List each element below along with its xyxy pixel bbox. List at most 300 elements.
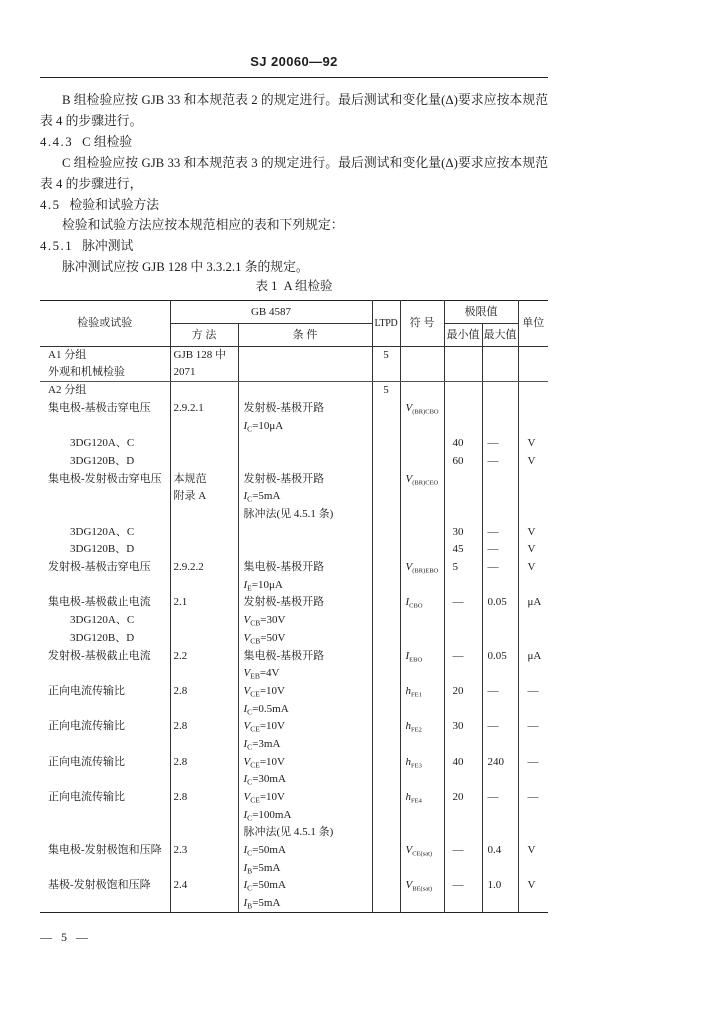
method-value: 本规范 [173,472,207,485]
quantity-symbol: I [243,578,248,591]
cell-symbol [400,594,444,612]
clause-title: 检验和试验方法 [69,197,160,212]
cell-condition [238,347,372,365]
cell-unit [518,718,548,736]
quantity-value: =10V [259,720,285,733]
cell-test [40,630,170,648]
cell-unit [518,364,548,382]
cell-symbol [400,453,444,471]
cell-max [482,523,518,541]
cell-symbol [400,470,444,488]
cell-test [40,612,170,630]
test-item-name: 发射极-基极截止电流 [48,649,151,662]
cell-test [40,594,170,612]
max-value: 0.4 [487,844,502,857]
table-row [40,576,548,594]
cell-ltpd [372,683,400,701]
min-value: — [452,596,464,609]
table-row [40,753,548,771]
cell-symbol [400,683,444,701]
cell-max [482,435,518,453]
quantity-symbol: I [243,773,248,786]
method-value: 2.8 [173,684,188,697]
max-value: 0.05 [487,649,507,662]
cell-ltpd [372,488,400,506]
cell-symbol [400,559,444,577]
cell-symbol [400,700,444,718]
cell-unit [518,753,548,771]
cell-max [482,364,518,382]
cell-method [170,523,238,541]
cell-symbol [400,347,444,365]
cell-symbol [400,859,444,877]
quantity-value: =10V [259,791,285,804]
quantity-subscript: CE [250,724,260,734]
table-title: 表 1 A 组检验 [255,279,333,293]
quantity-value: =5mA [252,490,281,503]
cell-min [444,523,482,541]
device-type: 3DG120A、C [70,614,135,627]
header-min: 最小值 [444,324,482,347]
cell-unit [518,665,548,683]
cell-unit [518,877,548,895]
condition-value: 发射极-基极开路 [243,401,325,414]
condition-value: 脉冲法(见 4.5.1 条) [243,826,334,839]
quantity-symbol: V [243,667,251,680]
quantity-subscript: C [247,707,253,717]
cell-condition [238,506,372,524]
cell-test [40,753,170,771]
cell-ltpd [372,806,400,824]
cell-min [444,842,482,860]
cell-test [40,559,170,577]
cell-condition [238,559,372,577]
cell-method [170,647,238,665]
clause-4-5-1-heading [40,236,548,257]
cell-condition [238,630,372,648]
cell-method [170,400,238,418]
cell-method [170,877,238,895]
cell-min [444,576,482,594]
cell-method [170,576,238,594]
cell-condition [238,842,372,860]
cell-method [170,594,238,612]
cell-ltpd [372,364,400,382]
cell-test [40,364,170,382]
table-row [40,683,548,701]
quantity-subscript: CE [250,689,260,699]
ltpd-value: 5 [383,384,389,397]
cell-condition [238,435,372,453]
header-rule [40,77,548,78]
cell-condition [238,665,372,683]
cell-min [444,559,482,577]
cell-unit [518,347,548,365]
cell-ltpd [372,647,400,665]
max-value: 240 [487,755,504,768]
cell-unit [518,506,548,524]
min-value: 5 [452,561,458,574]
test-item-name: 集电极-基极击穿电压 [48,401,151,414]
min-value: 40 [452,437,464,450]
page-number: — 5 — [40,930,88,944]
quantity-symbol: I [243,808,248,821]
table-row [40,559,548,577]
cell-test [40,895,170,913]
method-value: 附录 A [173,490,207,503]
quantity-symbol: I [243,879,248,892]
header-standard: GB 4587 [170,301,372,324]
quantity-subscript: C [247,813,253,823]
cell-method [170,718,238,736]
method-value: 2.1 [173,596,188,609]
unit-value: — [527,720,539,733]
table-row [40,700,548,718]
cell-min [444,895,482,913]
quantity-subscript: FE4 [411,797,422,805]
cell-unit [518,453,548,471]
cell-method [170,842,238,860]
unit-value: V [527,525,536,538]
cell-max [482,559,518,577]
method-value: 2.9.2.2 [173,561,204,574]
quantity-value: =50V [260,631,286,644]
quantity-subscript: (BR)CEO [412,479,439,487]
cell-max [482,789,518,807]
cell-min [444,470,482,488]
quantity-symbol: I [243,844,248,857]
table-row [40,417,548,435]
quantity-symbol: V [405,401,413,414]
cell-max [482,630,518,648]
cell-min [444,806,482,824]
test-item-name: 正向电流传输比 [48,791,125,804]
cell-unit [518,789,548,807]
quantity-subscript: CBO [409,602,423,610]
cell-condition [238,453,372,471]
condition-value: 集电极-基极开路 [243,561,325,574]
cell-symbol [400,824,444,842]
table-row [40,895,548,913]
min-value: — [452,879,464,892]
quantity-subscript: B [247,866,253,876]
cell-condition [238,417,372,435]
quantity-symbol: I [405,596,410,609]
cell-method [170,435,238,453]
header-ltpd: LTPD [372,301,400,347]
cell-ltpd [372,559,400,577]
cell-condition [238,806,372,824]
table-row [40,594,548,612]
quantity-value: =50mA [252,844,286,857]
cell-unit [518,612,548,630]
cell-max [482,453,518,471]
cell-symbol [400,435,444,453]
cell-symbol [400,488,444,506]
method-value: 2.8 [173,755,188,768]
max-value: — [487,561,499,574]
quantity-value: =4V [259,667,280,680]
method-value: 2.3 [173,844,188,857]
cell-unit [518,417,548,435]
min-value: 60 [452,454,464,467]
cell-max [482,488,518,506]
cell-condition [238,824,372,842]
cell-method [170,789,238,807]
header-symbol: 符 号 [400,301,444,347]
cell-test [40,576,170,594]
cell-min [444,488,482,506]
quantity-symbol: I [243,419,248,432]
cell-test [40,470,170,488]
table-row [40,771,548,789]
cell-ltpd [372,382,400,400]
cell-method [170,347,238,365]
cell-test [40,665,170,683]
table-row [40,435,548,453]
cell-min [444,718,482,736]
cell-min [444,347,482,365]
table-row [40,859,548,877]
cell-max [482,594,518,612]
unit-value: μA [527,596,542,609]
quantity-value: =30mA [252,773,286,786]
quantity-subscript: BE(sat) [412,885,433,893]
cell-test [40,382,170,400]
min-value: 20 [452,684,464,697]
table-header-row [40,301,548,324]
cell-condition [238,364,372,382]
cell-max [482,541,518,559]
cell-symbol [400,523,444,541]
quantity-symbol: V [405,844,413,857]
test-item-name: 发射极-基极击穿电压 [48,561,151,574]
cell-unit [518,559,548,577]
cell-symbol [400,382,444,400]
cell-method [170,859,238,877]
test-item-name: 集电极-发射极饱和压降 [48,844,162,857]
quantity-symbol: I [243,861,248,874]
cell-test [40,789,170,807]
condition-value: 脉冲法(见 4.5.1 条) [243,508,334,521]
table-header [40,301,548,347]
cell-test [40,647,170,665]
cell-ltpd [372,753,400,771]
quantity-symbol: V [405,472,413,485]
quantity-subscript: CE(sat) [412,850,433,858]
max-value: — [487,543,499,556]
cell-method [170,612,238,630]
paragraph-pulse-test: 脉冲测试应按 GJB 128 中 3.3.2.1 条的规定。 [62,260,309,275]
cell-unit [518,470,548,488]
cell-min [444,417,482,435]
quantity-subscript: C [247,848,253,858]
quantity-value: =10V [259,684,285,697]
cell-max [482,824,518,842]
cell-ltpd [372,506,400,524]
cell-min [444,382,482,400]
cell-max [482,506,518,524]
quantity-symbol: V [243,614,251,627]
cell-test [40,435,170,453]
min-value: 20 [452,791,464,804]
cell-condition [238,647,372,665]
cell-max [482,718,518,736]
cell-ltpd [372,453,400,471]
cell-test [40,718,170,736]
max-value: — [487,791,499,804]
cell-max [482,859,518,877]
quantity-symbol: h [405,755,411,768]
table-row [40,470,548,488]
quantity-symbol: V [243,791,251,804]
cell-condition [238,612,372,630]
clause-number: 4.5 [40,197,61,212]
max-value: — [487,454,499,467]
quantity-value: =10μA [252,419,284,432]
cell-symbol [400,842,444,860]
cell-condition [238,594,372,612]
cell-symbol [400,789,444,807]
cell-condition [238,771,372,789]
quantity-symbol: h [405,720,411,733]
paragraph-test-methods: 检验和试验方法应按本规范相应的表和下列规定： [62,218,344,233]
cell-ltpd [372,400,400,418]
condition-value: 发射极-基极开路 [243,472,325,485]
method-value: 2.8 [173,720,188,733]
cell-ltpd [372,594,400,612]
unit-value: — [527,684,539,697]
cell-condition [238,718,372,736]
cell-ltpd [372,877,400,895]
cell-unit [518,435,548,453]
condition-value: 集电极-基极开路 [243,649,325,662]
cell-method [170,541,238,559]
header-max: 最大值 [482,324,518,347]
unit-value: V [527,454,536,467]
table-a-group-inspection [40,300,548,913]
cell-symbol [400,417,444,435]
cell-max [482,753,518,771]
quantity-subscript: C [247,424,253,434]
cell-min [444,665,482,683]
quantity-subscript: FE1 [411,691,422,699]
quantity-symbol: V [243,720,251,733]
quantity-subscript: CE [250,795,260,805]
cell-ltpd [372,612,400,630]
cell-unit [518,488,548,506]
cell-max [482,576,518,594]
quantity-subscript: C [247,777,253,787]
table-row [40,612,548,630]
cell-unit [518,523,548,541]
clause-number: 4.4.3 [40,134,74,149]
cell-min [444,400,482,418]
table-row [40,647,548,665]
max-value: — [487,684,499,697]
test-item-name: 外观和机械检验 [48,366,125,379]
cell-max [482,470,518,488]
table-row [40,789,548,807]
cell-min [444,612,482,630]
table-row [40,506,548,524]
cell-condition [238,523,372,541]
quantity-value: =100mA [252,808,292,821]
cell-test [40,453,170,471]
cell-condition [238,700,372,718]
cell-max [482,700,518,718]
cell-unit [518,842,548,860]
cell-unit [518,647,548,665]
quantity-value: =10V [259,755,285,768]
cell-method [170,453,238,471]
cell-condition [238,895,372,913]
cell-ltpd [372,736,400,754]
cell-ltpd [372,417,400,435]
min-value: — [452,649,464,662]
cell-test [40,400,170,418]
method-value: 2.9.2.1 [173,401,204,414]
cell-symbol [400,736,444,754]
test-item-name: 集电极-发射极击穿电压 [48,472,162,485]
cell-ltpd [372,789,400,807]
cell-ltpd [372,824,400,842]
cell-unit [518,736,548,754]
clause-number: 4.5.1 [40,239,74,254]
cell-condition [238,859,372,877]
unit-value: V [527,879,536,892]
cell-test [40,824,170,842]
cell-max [482,347,518,365]
cell-min [444,364,482,382]
cell-ltpd [372,700,400,718]
cell-max [482,400,518,418]
cell-max [482,736,518,754]
quantity-value: =5mA [252,861,281,874]
cell-symbol [400,612,444,630]
unit-value: V [527,844,536,857]
method-value: 2071 [173,366,196,379]
cell-method [170,506,238,524]
cell-unit [518,824,548,842]
cell-condition [238,541,372,559]
max-value: — [487,525,499,538]
quantity-subscript: E [247,583,252,593]
cell-min [444,877,482,895]
cell-test [40,488,170,506]
max-value: — [487,720,499,733]
cell-condition [238,382,372,400]
cell-condition [238,576,372,594]
quantity-symbol: V [405,561,413,574]
cell-ltpd [372,771,400,789]
cell-condition [238,789,372,807]
cell-test [40,523,170,541]
cell-ltpd [372,859,400,877]
cell-unit [518,400,548,418]
cell-condition [238,400,372,418]
cell-min [444,435,482,453]
max-value: 1.0 [487,879,502,892]
unit-value: V [527,543,536,556]
cell-unit [518,576,548,594]
quantity-symbol: I [243,737,248,750]
cell-test [40,771,170,789]
cell-method [170,470,238,488]
condition-value: 发射极-基极开路 [243,596,325,609]
test-item-name: 正向电流传输比 [48,720,125,733]
quantity-symbol: I [243,702,248,715]
